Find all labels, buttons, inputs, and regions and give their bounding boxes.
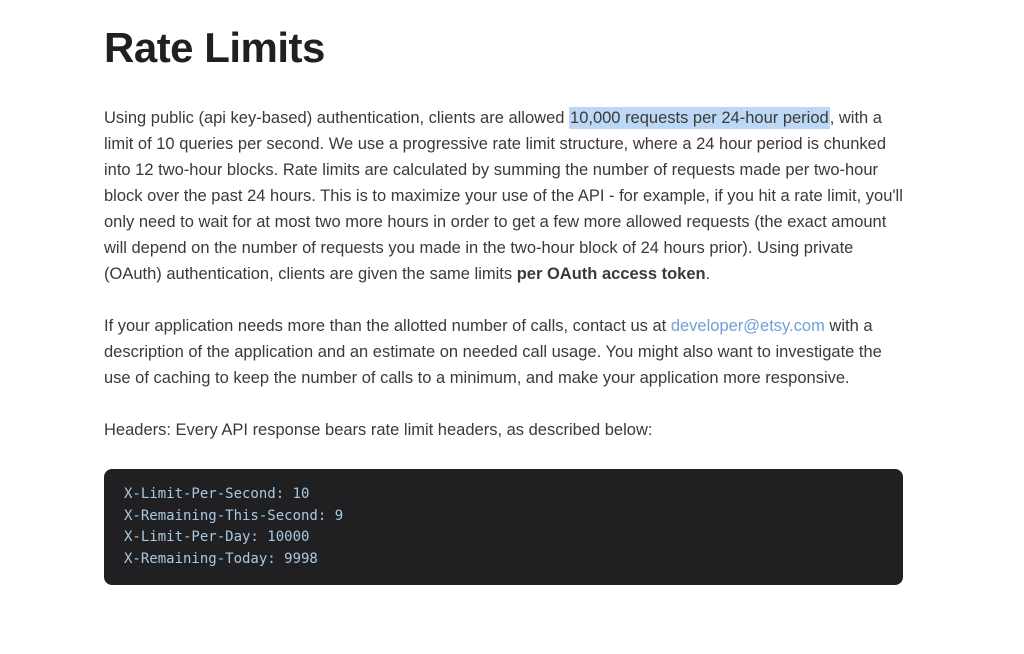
rate-limit-paragraph [104, 105, 903, 287]
paragraph-text: with a description of the application and an estimate on needed call usage. You might also want to investigate the use of caching to keep the number of calls to a minimum, and make your application more responsive. [104, 317, 882, 387]
paragraph-text: If your application needs more than the allotted number of calls, contact us at [104, 317, 671, 335]
email-link[interactable]: developer@etsy.com [670, 317, 825, 335]
paragraph-text: . [705, 265, 711, 283]
code-line: X-Limit-Per-Day: 10000 [124, 529, 310, 545]
headers-intro-paragraph: Headers: Every API response bears rate limit headers, as described below: [104, 421, 653, 439]
contact-paragraph [104, 313, 903, 391]
code-line: X-Limit-Per-Second: 10 [124, 486, 310, 502]
bold-text: per OAuth access token [516, 265, 706, 283]
code-line: X-Remaining-This-Second: 9 [124, 507, 344, 524]
code-line: X-Remaining-Today: 9998 [124, 550, 318, 567]
paragraph-text: , with a limit of 10 queries per second. We use a progressive rate limit structure, where a 24 hour period is chunked into 12 two-hour blocks. Rate limits are calculated by summing the number of requests made per two-hour block over the past 24 hours. This is to maximize your use of the API - for example, if you hit a rate limit, you'll only need to wait for at most two more hours in order to get a few more allowed requests (the exact amount will depend on the number of requests you made in the two-hour block of 24 hours prior). Using private (OAuth) authentication, clients are given the same limits [104, 109, 903, 283]
highlighted-text: 10,000 requests per 24-hour period [570, 109, 829, 127]
code-block [104, 469, 903, 585]
page-title: Rate Limits [104, 24, 325, 71]
paragraph-text: Using public (api key-based) authentication, clients are allowed [104, 109, 570, 127]
doc-content [104, 0, 903, 585]
